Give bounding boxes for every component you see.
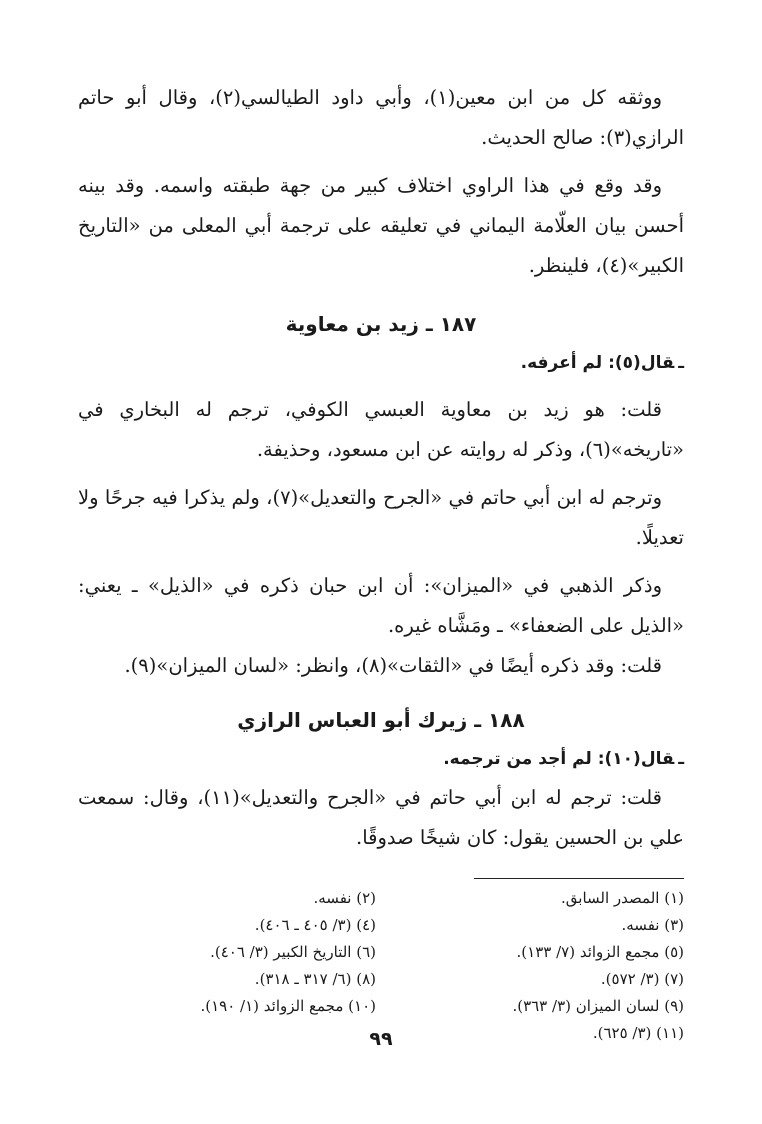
entry-quote [78,740,684,778]
footnote: (٥) مجمع الزوائد (٧/ ١٣٣). [516,943,684,961]
footnote: (٨) (٦/ ٣١٧ ـ ٣١٨). [254,970,376,988]
paragraph: قلت: ترجم له ابن أبي حاتم في «الجرح والتعديل»(١١)، وقال: سمعت علي بن الحسين يقول: كان شيخًا صدوقًا. [78,786,684,849]
footnotes [78,885,684,1047]
footnote: (١١) (٣/ ٦٢٥). [592,1024,684,1042]
footnote-separator [474,878,684,879]
paragraph: وترجم له ابن أبي حاتم في «الجرح والتعديل»(٧)، ولم يذكرا فيه جرحًا ولا تعديلًا. [78,486,684,549]
footnote: (٤) (٣/ ٤٠٥ ـ ٤٠٦). [254,916,376,934]
quote-text: قال(٥): لم أعرفه. [520,353,675,373]
footnote: (٧) (٣/ ٥٧٢). [600,970,684,988]
footnote: (٣) نفسه. [621,916,684,934]
paragraph: وذكر الذهبي في «الميزان»: أن ابن حبان ذكره في «الذيل» ـ يعني: «الذيل على الضعفاء» ـ ومَشَّاه غيره. [78,574,684,637]
quote-mark: ـ [678,353,684,373]
quote-mark: ـ [678,749,684,769]
paragraph: قلت: هو زيد بن معاوية العبسي الكوفي، ترجم له البخاري في «تاريخه»(٦)، وذكر له روايته عن ابن مسعود، وحذيفة. [78,398,684,461]
entry-quote [78,344,684,382]
page-number: ٩٩ [369,1028,393,1050]
footnote: (٦) التاريخ الكبير (٣/ ٤٠٦). [210,943,376,961]
entry-heading: ١٨٧ ـ زيد بن معاوية [285,312,477,336]
entry-heading: ١٨٨ ـ زيرك أبو العباس الرازي [237,708,525,732]
paragraph: قلت: وقد ذكره أيضًا في «الثقات»(٨)، وانظر: «لسان الميزان»(٩). [124,654,662,677]
footnote: (١٠) مجمع الزوائد (١/ ١٩٠). [200,997,376,1015]
paragraph: ووثقه كل من ابن معين(١)، وأبي داود الطيالسي(٢)، وقال أبو حاتم الرازي(٣): صالح الحديث. [78,86,684,149]
paragraph: وقد وقع في هذا الراوي اختلاف كبير من جهة طبقته واسمه. وقد بينه أحسن بيان العلّامة اليماني في تعليقه على ترجمة أبي المعلى من «التاريخ الكبير»(٤)، فلينظر. [78,174,684,277]
quote-text: قال(١٠): لم أجد من ترجمه. [443,749,675,769]
footnote: (٢) نفسه. [313,889,376,907]
footnote: (١) المصدر السابق. [561,889,684,907]
page-content [78,78,684,1047]
footnote: (٩) لسان الميزان (٣/ ٣٦٣). [512,997,684,1015]
